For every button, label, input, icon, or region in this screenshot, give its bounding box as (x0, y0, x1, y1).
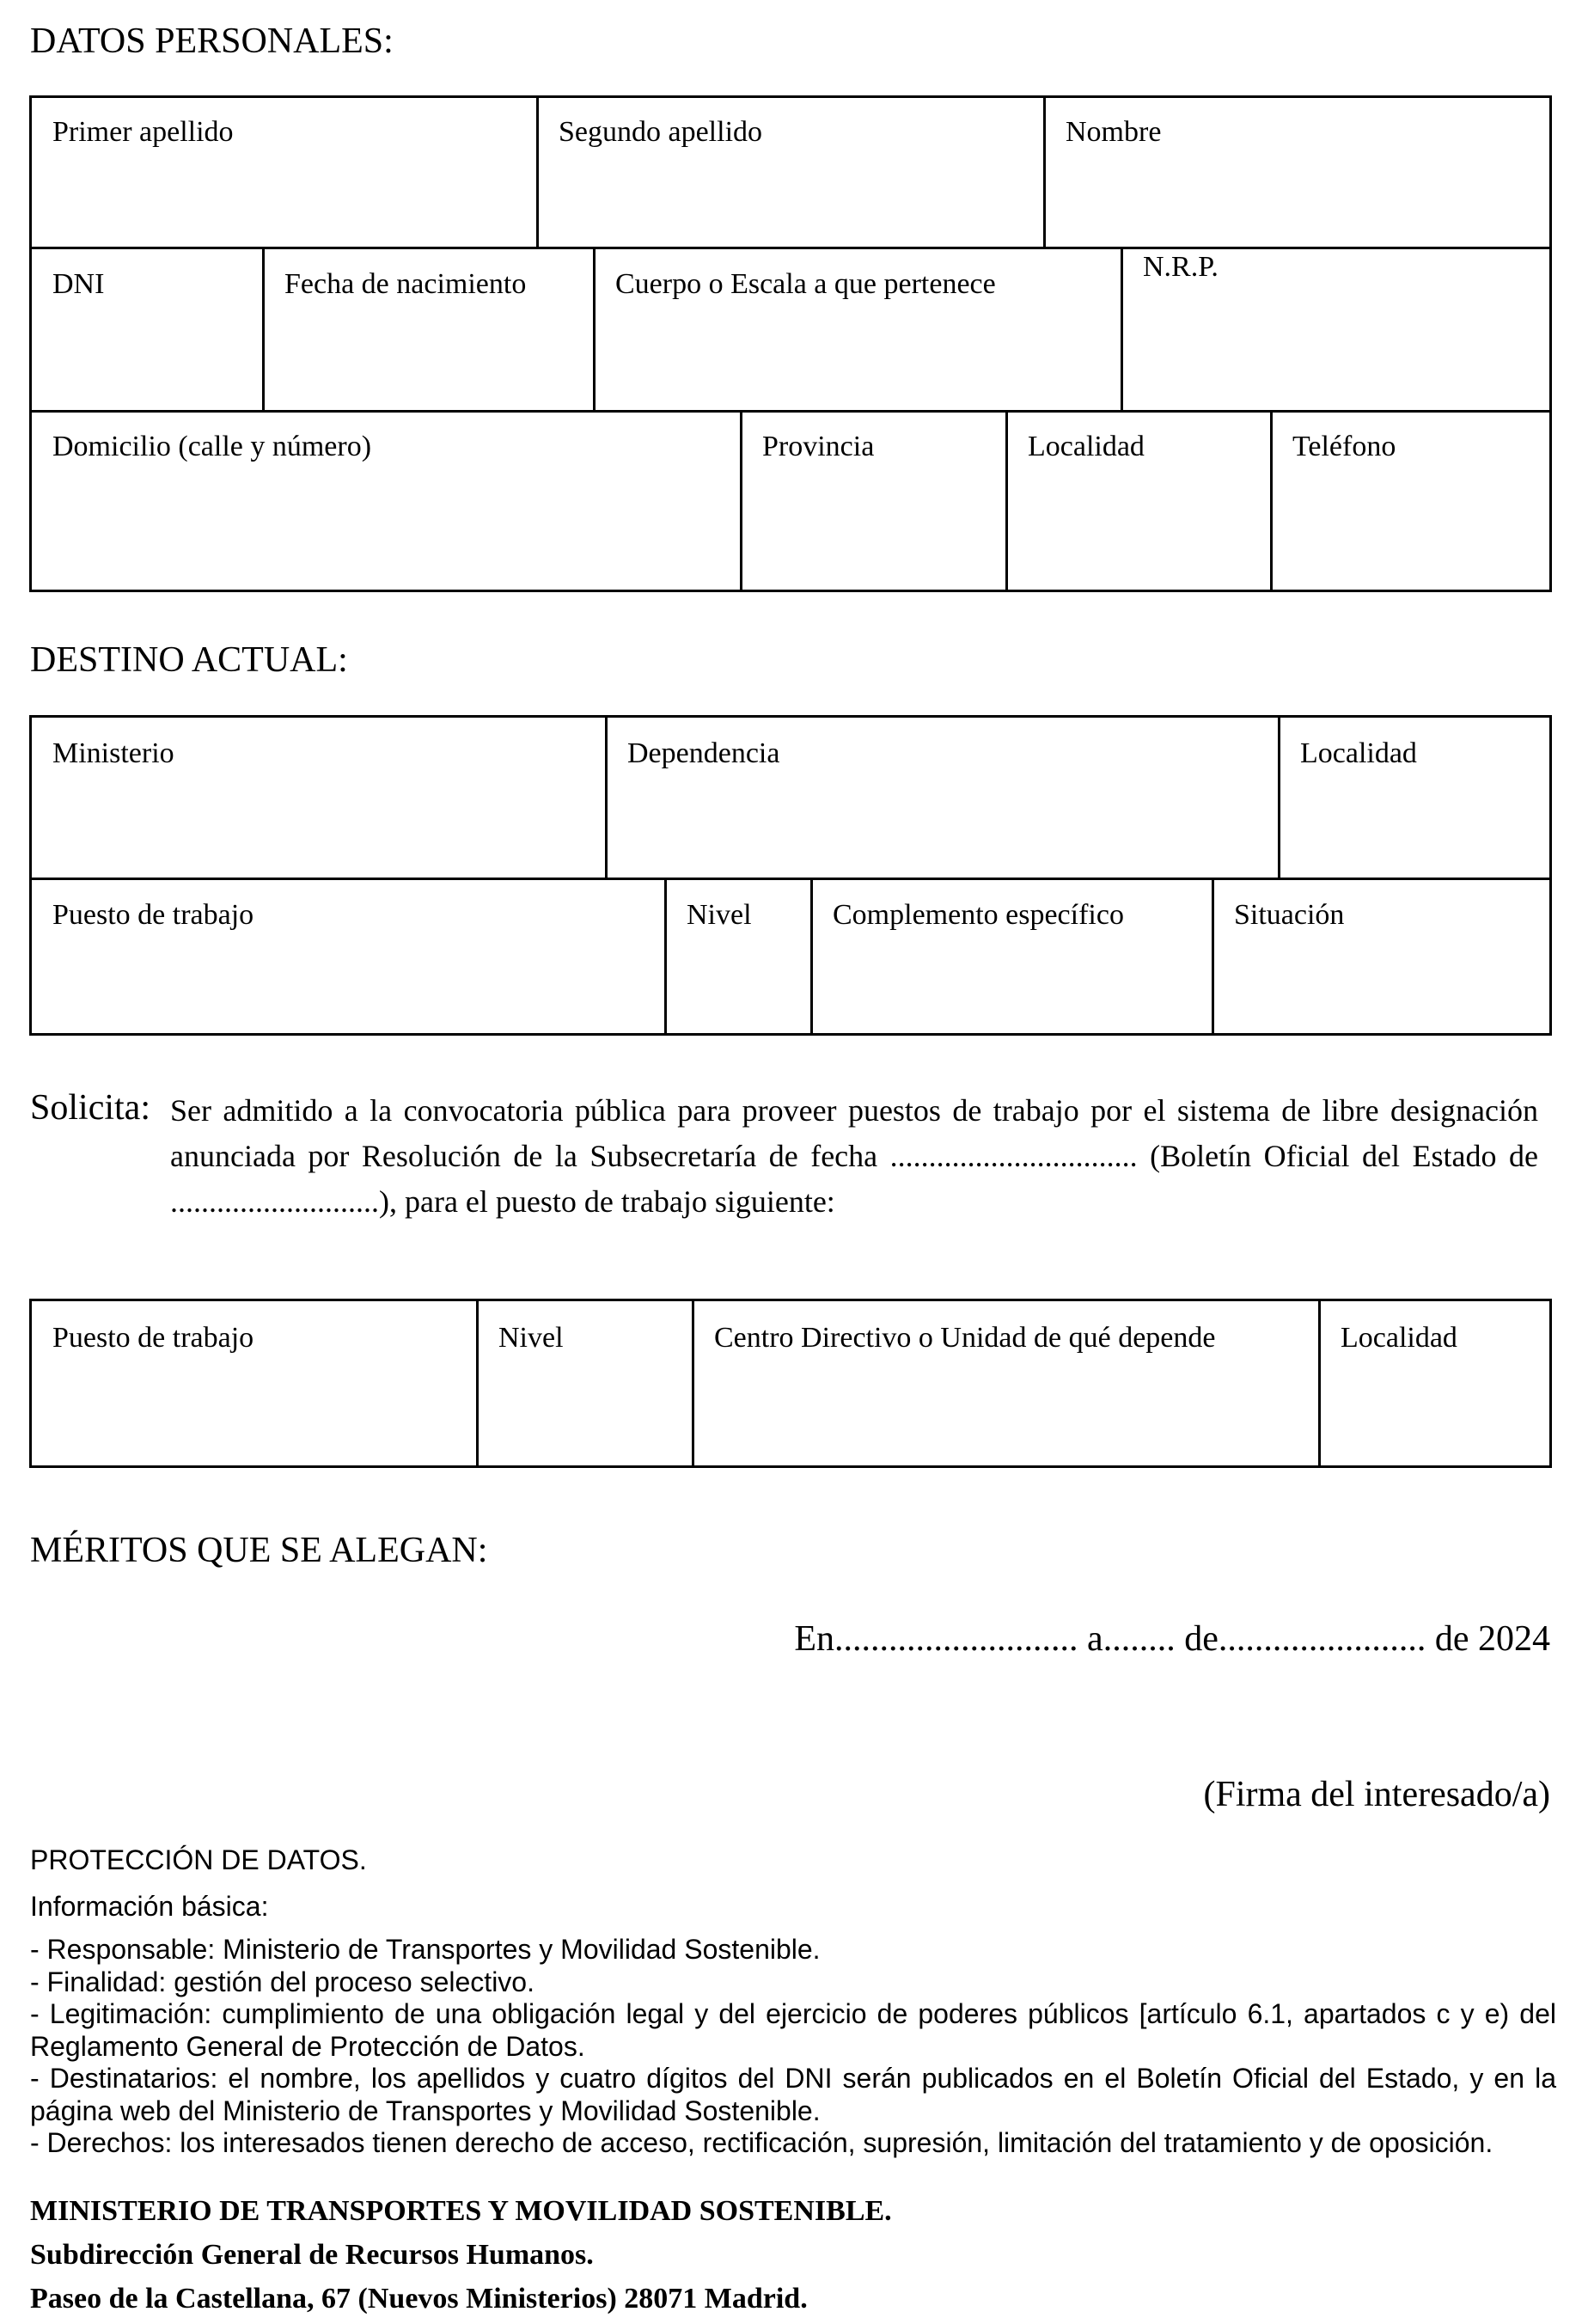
puesto-solicitado-table (29, 1299, 1552, 1468)
cell-divider (1278, 718, 1280, 878)
field-nivel-solicitado[interactable]: Nivel (498, 1322, 564, 1354)
list-item: - Derechos: los interesados tienen derecho de acceso, rectificación, supresión, limitación del tratamiento y de oposición. (30, 2127, 1493, 2158)
field-telefono[interactable]: Teléfono (1292, 431, 1396, 462)
solicita-text: Ser admitido a la convocatoria pública para proveer puestos de trabajo por el sistema de libre designación anunciada por Resolución de la Subsecretaría de fecha ................................ (Boletín Oficial del Estado de ...........................), para el puesto de trabajo siguiente: (170, 1093, 1538, 1219)
field-dni[interactable]: DNI (52, 268, 105, 300)
proteccion-datos-subtitle: Información básica: (30, 1891, 269, 1922)
cell-divider (536, 98, 539, 247)
field-primer-apellido[interactable]: Primer apellido (52, 116, 234, 148)
cell-divider (1005, 410, 1008, 590)
field-localidad[interactable]: Localidad (1028, 431, 1145, 462)
proteccion-datos-title: PROTECCIÓN DE DATOS. (30, 1844, 367, 1875)
proteccion-datos-list (30, 1934, 1556, 2160)
cell-divider (1318, 1301, 1321, 1465)
section-heading-destino-actual: DESTINO ACTUAL: (30, 640, 348, 680)
cell-divider (1121, 247, 1123, 410)
cell-divider (740, 410, 742, 590)
row-divider (32, 247, 1549, 249)
field-puesto-solicitado[interactable]: Puesto de trabajo (52, 1322, 254, 1354)
field-destino-localidad[interactable]: Localidad (1300, 737, 1417, 769)
section-heading-meritos: MÉRITOS QUE SE ALEGAN: (30, 1531, 488, 1570)
cell-divider (664, 878, 667, 1033)
personal-data-table (29, 95, 1552, 592)
field-cuerpo-escala[interactable]: Cuerpo o Escala a que pertenece (615, 268, 996, 300)
destino-table (29, 715, 1552, 1036)
row-divider (32, 878, 1549, 880)
field-ministerio[interactable]: Ministerio (52, 737, 174, 769)
section-heading-datos-personales: DATOS PERSONALES: (30, 21, 394, 61)
cell-divider (692, 1301, 694, 1465)
field-provincia[interactable]: Provincia (762, 431, 875, 462)
ministry-name: MINISTERIO DE TRANSPORTES Y MOVILIDAD SOSTENIBLE. (30, 2195, 892, 2227)
field-complemento-especifico[interactable]: Complemento específico (833, 899, 1124, 931)
cell-divider (605, 718, 608, 878)
list-item: - Finalidad: gestión del proceso selectivo. (30, 1966, 534, 1997)
field-domicilio[interactable]: Domicilio (calle y número) (52, 431, 372, 462)
field-segundo-apellido[interactable]: Segundo apellido (559, 116, 763, 148)
cell-divider (1043, 98, 1046, 247)
ministry-department: Subdirección General de Recursos Humanos. (30, 2239, 594, 2271)
ministry-address-line: Paseo de la Castellana, 67 (Nuevos Ministerios) 28071 Madrid. (30, 2283, 808, 2315)
cell-divider (1270, 410, 1273, 590)
cell-divider (593, 247, 596, 410)
field-nrp[interactable]: N.R.P. (1143, 251, 1219, 283)
field-dependencia[interactable]: Dependencia (627, 737, 780, 769)
cell-divider (476, 1301, 479, 1465)
solicita-label: Solicita: (30, 1088, 150, 1128)
firma-label: (Firma del interesado/a) (1203, 1775, 1550, 1814)
cell-divider (262, 247, 265, 410)
field-puesto-actual[interactable]: Puesto de trabajo (52, 899, 254, 931)
field-nivel-actual[interactable]: Nivel (687, 899, 752, 931)
ministry-address (30, 2189, 892, 2321)
field-situacion[interactable]: Situación (1234, 899, 1345, 931)
list-item: - Legitimación: cumplimiento de una obligación legal y del ejercicio de poderes públicos [artículo 6.1, apartados c y e) del Reglamento General de Protección de Datos. (30, 1998, 1556, 2062)
field-nombre[interactable]: Nombre (1066, 116, 1162, 148)
fecha-line: En........................... a........ de....................... de 2024 (794, 1619, 1550, 1659)
row-divider (32, 410, 1549, 413)
list-item: - Responsable: Ministerio de Transportes y Movilidad Sostenible. (30, 1934, 821, 1965)
field-centro-directivo[interactable]: Centro Directivo o Unidad de qué depende (714, 1322, 1216, 1354)
field-fecha-nacimiento[interactable]: Fecha de nacimiento (284, 268, 527, 300)
list-item: - Destinatarios: el nombre, los apellidos y cuatro dígitos del DNI serán publicados en el Boletín Oficial del Estado, y en la página web del Ministerio de Transportes y Movilidad Sostenible. (30, 2063, 1556, 2126)
cell-divider (810, 878, 813, 1033)
cell-divider (1212, 878, 1214, 1033)
field-puesto-localidad[interactable]: Localidad (1341, 1322, 1457, 1354)
